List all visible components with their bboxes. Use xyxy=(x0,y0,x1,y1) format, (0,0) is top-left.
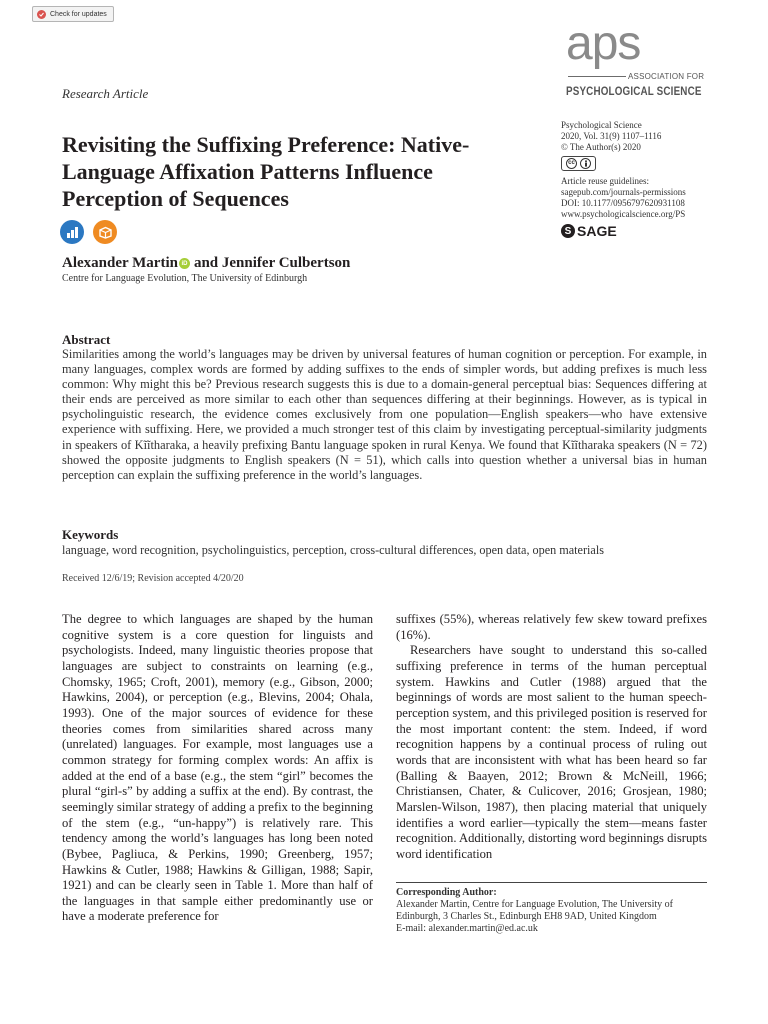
author-first[interactable]: Alexander Martin xyxy=(62,255,178,271)
corresponding-author-email[interactable]: E-mail: alexander.martin@ed.ac.uk xyxy=(396,923,538,934)
check-for-updates-label: Check for updates xyxy=(50,10,107,18)
materials-box-icon xyxy=(99,226,112,239)
keywords-text: language, word recognition, psycholinguistics, perception, cross-cultural differences, open data, open materials xyxy=(62,543,604,557)
aps-logo xyxy=(566,17,706,104)
journal-name: Psychological Science xyxy=(561,120,642,130)
doi[interactable]: DOI: 10.1177/0956797620931108 xyxy=(561,198,685,208)
corresponding-author xyxy=(396,887,707,935)
copyright: © The Author(s) 2020 xyxy=(561,142,641,152)
article-title: Revisiting the Suffixing Preference: Native-Language Affixation Patterns Influence Perception of Sequences xyxy=(62,132,470,211)
sage-s-icon: S xyxy=(561,224,575,238)
keywords-heading: Keywords xyxy=(62,527,119,542)
journal-volume: 2020, Vol. 31(9) 1107–1116 xyxy=(561,131,662,141)
attribution-icon xyxy=(580,158,591,169)
logo-psychological-science: PSYCHOLOGICAL SCIENCE xyxy=(566,84,702,98)
reuse-link[interactable]: sagepub.com/journals-permissions xyxy=(561,187,686,197)
body-paragraph: The degree to which languages are shaped by the human cognitive system is a core question for linguists and psychologists. Indeed, many linguistic theories propose that languages are subject to constraints on learning (e.g., Chomsky, 1965; Croft, 2001), memory (e.g., Gibson, 2000; Hawkins, 2004), or perception (e.g., Blevins, 2004; Ohala, 1993). One of the major sources of evidence for these theories comes from similarities shared across many (unrelated) languages. For example, most languages use a common strategy for forming complex words: An affix is added at the end of a base (e.g., the stem “girl” becomes the plural “girl-s” by adding a suffix at the end). By contrast, the seemingly similar strategy of adding a prefix to the beginning of the stem (e.g., “un-happy”) is relatively rare. This tendency among the world’s languages has long been noted (Bybee, Pagliuca, & Perkins, 1990; Greenberg, 1957; Hawkins & Cutler, 1988; Hawkins & Gilligan, 1988; Sapir, 1921) and can be clearly seen in Table 1. More than half of the languages in that sample either predominantly use or have a moderate preference for xyxy=(62,612,373,924)
update-icon xyxy=(37,10,46,19)
open-materials-badge[interactable] xyxy=(93,220,117,244)
logo-association: ASSOCIATION FOR xyxy=(628,72,705,81)
logo-rule xyxy=(568,76,626,77)
corresponding-author-heading: Corresponding Author: xyxy=(396,887,497,898)
received-dates: Received 12/6/19; Revision accepted 4/20/20 xyxy=(62,573,244,584)
reuse-guidelines: Article reuse guidelines: xyxy=(561,176,649,186)
sage-logo xyxy=(561,224,751,238)
authors xyxy=(62,255,350,272)
body-column-right xyxy=(396,612,707,863)
article-type: Research Article xyxy=(62,86,149,101)
sage-logo-text: SAGE xyxy=(577,222,617,239)
cc-icon: cc xyxy=(566,158,577,169)
footnote-rule xyxy=(396,882,707,883)
open-data-badge[interactable] xyxy=(60,220,84,244)
abstract-text: Similarities among the world’s languages may be driven by universal features of human cognition or perception. For example, in many languages, complex words are formed by adding suffixes to the ends of simpler words, but adding prefixes is much less common: Why might this be? Previous research suggests this is due to a domain-general perceptual bias: Sequences differing at their ends are perceived as more similar to each other than sequences differing at their beginnings. However, as is typical in psycholinguistic research, the evidence comes exclusively from one population—English speakers—who have extensive experience with suffixing. Here, we provided a much stronger test of this claim by investigating perceptual-similarity judgments in speakers of Kĩĩtharaka, a heavily prefixing Bantu language spoken in rural Kenya. We found that Kĩĩtharaka speakers (N = 72) showed the opposite judgments to English speakers (N = 51), which calls into question whether a universal bias in human perception can explain the suffixing preference in the world’s languages. xyxy=(62,347,707,482)
abstract-heading: Abstract xyxy=(62,332,111,347)
orcid-icon[interactable]: iD xyxy=(179,258,190,269)
journal-meta xyxy=(561,120,751,238)
corresponding-author-address: Alexander Martin, Centre for Language Evolution, The University of Edinburgh, 3 Charles St., Edinburgh EH8 9AD, United Kingdom xyxy=(396,899,673,922)
body-paragraph: Researchers have sought to understand this so-called suffixing preference in terms of the human perceptual system. Hawkins and Cutler (1988) argued that the beginnings of words are most salient to the human speech-perception system, and this privileged position is reserved for the most important content: the stem. Indeed, if word recognition happens by a continual process of ruling out words that are inconsistent with what has been heard so far (Balling & Baayen, 2012; Brown & McNeill, 1966; Christiansen, Chater, & Culicover, 2016; Grosjean, 1980; Marslen-Wilson, 1987), then placing material that uniquely identifies a word earlier—typically the stem—means faster recognition. Additionally, distorting word beginnings disrupts word identification xyxy=(396,643,707,861)
aps-logo-word: aps xyxy=(566,17,641,70)
check-for-updates-button[interactable] xyxy=(32,6,114,22)
affiliation: Centre for Language Evolution, The University of Edinburgh xyxy=(62,273,308,284)
author-rest[interactable]: and Jennifer Culbertson xyxy=(193,255,351,271)
body-column-left xyxy=(62,612,373,925)
bar-chart-icon xyxy=(66,226,79,239)
journal-site-link[interactable]: www.psychologicalscience.org/PS xyxy=(561,209,686,219)
body-paragraph: suffixes (55%), whereas relatively few skew toward prefixes (16%). xyxy=(396,612,707,642)
creative-commons-badge[interactable] xyxy=(561,156,596,171)
